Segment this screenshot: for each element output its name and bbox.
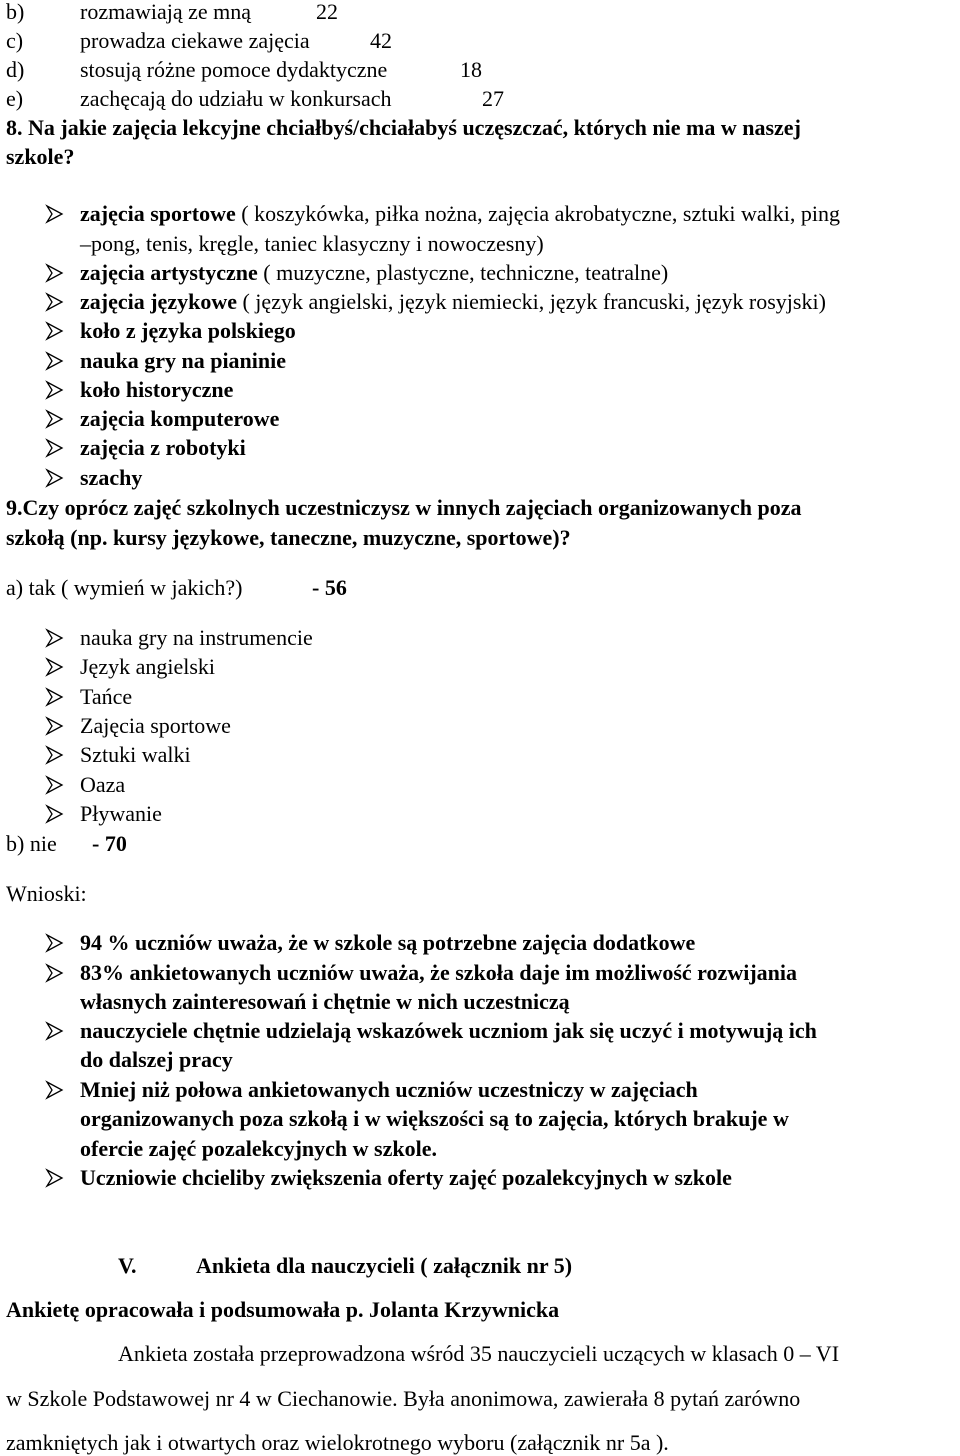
item-text: rozmawiają ze mną (80, 0, 252, 24)
answer-b (6, 831, 127, 856)
q8-list-item (80, 203, 840, 225)
q9-list-item: nauka gry na instrumencie (80, 625, 313, 650)
section-title: Ankieta dla nauczycieli ( załącznik nr 5) (196, 1253, 573, 1278)
arrow-bullet-icon (44, 204, 66, 226)
arrow-bullet-icon (44, 351, 66, 373)
conclusion-line: 94 % uczniów uważa, że w szkole są potrzebne zajęcia dodatkowe (80, 930, 696, 955)
arrow-bullet-icon (44, 1021, 66, 1043)
answer-a-count: - 56 (312, 575, 347, 600)
conclusion-line: 83% ankietowanych uczniów uważa, że szkoła daje im możliwość rozwijania (80, 960, 797, 985)
q8-item-bold: zajęcia komputerowe (80, 406, 280, 431)
list-item-c (6, 28, 392, 53)
arrow-bullet-icon (44, 657, 66, 679)
q9-list-item: Sztuki walki (80, 742, 191, 767)
item-letter: c) (6, 28, 24, 53)
q9-list-item: Pływanie (80, 801, 162, 826)
arrow-bullet-icon (44, 263, 66, 285)
answer-a-label: a) tak ( wymień w jakich?) (6, 575, 243, 600)
paragraph-line-3: zamkniętych jak i otwartych oraz wielokrotnego wyboru (załącznik nr 5a ). (6, 1430, 669, 1455)
list-item-b (6, 0, 338, 24)
arrow-bullet-icon (44, 1168, 66, 1190)
arrow-bullet-icon (44, 933, 66, 955)
q8-item-bold: koło historyczne (80, 377, 234, 402)
q8-item-bold: szachy (80, 465, 143, 490)
question-9-line1: 9.Czy oprócz zajęć szkolnych uczestniczysz w innych zajęciach organizowanych poza (6, 495, 802, 520)
item-letter: d) (6, 57, 25, 82)
q8-item-bold: nauka gry na pianinie (80, 348, 287, 373)
list-item-d (6, 57, 482, 82)
arrow-bullet-icon (44, 321, 66, 343)
arrow-bullet-icon (44, 745, 66, 767)
conclusion-line: Mniej niż połowa ankietowanych uczniów uczestniczy w zajęciach (80, 1077, 698, 1102)
q9-list-item: Zajęcia sportowe (80, 713, 231, 738)
question-8-line2: szkole? (6, 144, 75, 169)
list-item-e (6, 86, 504, 111)
arrow-bullet-icon (44, 775, 66, 797)
arrow-bullet-icon (44, 438, 66, 460)
q9-list-item: Język angielski (80, 654, 216, 679)
paragraph-line-1: Ankieta została przeprowadzona wśród 35 nauczycieli uczących w klasach 0 – VI (118, 1341, 840, 1366)
answer-b-label: b) nie (6, 831, 57, 856)
conclusion-line: Uczniowie chcieliby zwiększenia oferty zajęć pozalekcyjnych w szkole (80, 1165, 732, 1190)
arrow-bullet-icon (44, 804, 66, 826)
conclusion-line: organizowanych poza szkołą i w większości są to zajęcia, których brakuje w (80, 1106, 789, 1131)
question-8-line1: 8. Na jakie zajęcia lekcyjne chciałbyś/chciałabyś uczęszczać, których nie ma w naszej (6, 115, 801, 140)
conclusion-line: własnych zainteresowań i chętnie w nich uczestniczą (80, 989, 570, 1014)
q8-list-item (80, 350, 286, 372)
q8-item-bold: zajęcia sportowe (80, 201, 236, 226)
conclusion-line: nauczyciele chętnie udzielają wskazówek uczniom jak się uczyć i motywują ich (80, 1018, 817, 1043)
section-number: V. (118, 1253, 137, 1278)
arrow-bullet-icon (44, 468, 66, 490)
q8-list-item (80, 379, 233, 401)
q8-list-item (80, 291, 826, 313)
arrow-bullet-icon (44, 687, 66, 709)
q8-item-detail: ( muzyczne, plastyczne, techniczne, teatralne) (257, 260, 669, 285)
q8-item-bold: zajęcia z robotyki (80, 435, 246, 460)
item-letter: b) (6, 0, 25, 24)
q8-list-item (80, 437, 246, 459)
q8-item-bold: zajęcia językowe (80, 289, 237, 314)
q9-list-item: Oaza (80, 772, 126, 797)
q8-item-bold: koło z języka polskiego (80, 318, 296, 343)
q8-list-item (80, 467, 142, 489)
q8-item-bold: zajęcia artystyczne (80, 260, 258, 285)
q8-item-detail: ( koszykówka, piłka nożna, zajęcia akrobatyczne, sztuki walki, ping (235, 201, 840, 226)
arrow-bullet-icon (44, 409, 66, 431)
q8-item-detail: ( język angielski, język niemiecki, język francuski, język rosyjski) (236, 289, 826, 314)
item-count: 42 (370, 28, 392, 53)
arrow-bullet-icon (44, 628, 66, 650)
q8-list-item (80, 320, 296, 342)
conclusions-heading: Wnioski: (6, 881, 87, 906)
arrow-bullet-icon (44, 963, 66, 985)
arrow-bullet-icon (44, 292, 66, 314)
q8-list-item (80, 262, 668, 284)
item-count: 18 (460, 57, 482, 82)
paragraph-line-2: w Szkole Podstawowej nr 4 w Ciechanowie. Była anonimowa, zawierała 8 pytań zarówno (6, 1386, 801, 1411)
item-count: 27 (482, 86, 504, 111)
arrow-bullet-icon (44, 380, 66, 402)
q8-item-continuation: –pong, tenis, kręgle, taniec klasyczny i nowoczesny) (80, 231, 544, 256)
item-letter: e) (6, 86, 24, 111)
answer-a (6, 575, 347, 600)
item-text: prowadza ciekawe zajęcia (80, 28, 310, 53)
arrow-bullet-icon (44, 1080, 66, 1102)
q9-list-item: Tańce (80, 684, 133, 709)
question-9-line2: szkołą (np. kursy językowe, taneczne, muzyczne, sportowe)? (6, 525, 571, 550)
item-text: zachęcają do udziału w konkursach (80, 86, 392, 111)
item-count: 22 (316, 0, 338, 24)
section-author: Ankietę opracowała i podsumowała p. Jolanta Krzywnicka (6, 1297, 560, 1322)
q8-list-item (80, 408, 279, 430)
arrow-bullet-icon (44, 716, 66, 738)
answer-b-count: - 70 (92, 831, 127, 856)
conclusion-line: do dalszej pracy (80, 1047, 233, 1072)
conclusion-line: ofercie zajęć pozalekcyjnych w szkole. (80, 1136, 437, 1161)
item-text: stosują różne pomoce dydaktyczne (80, 57, 388, 82)
